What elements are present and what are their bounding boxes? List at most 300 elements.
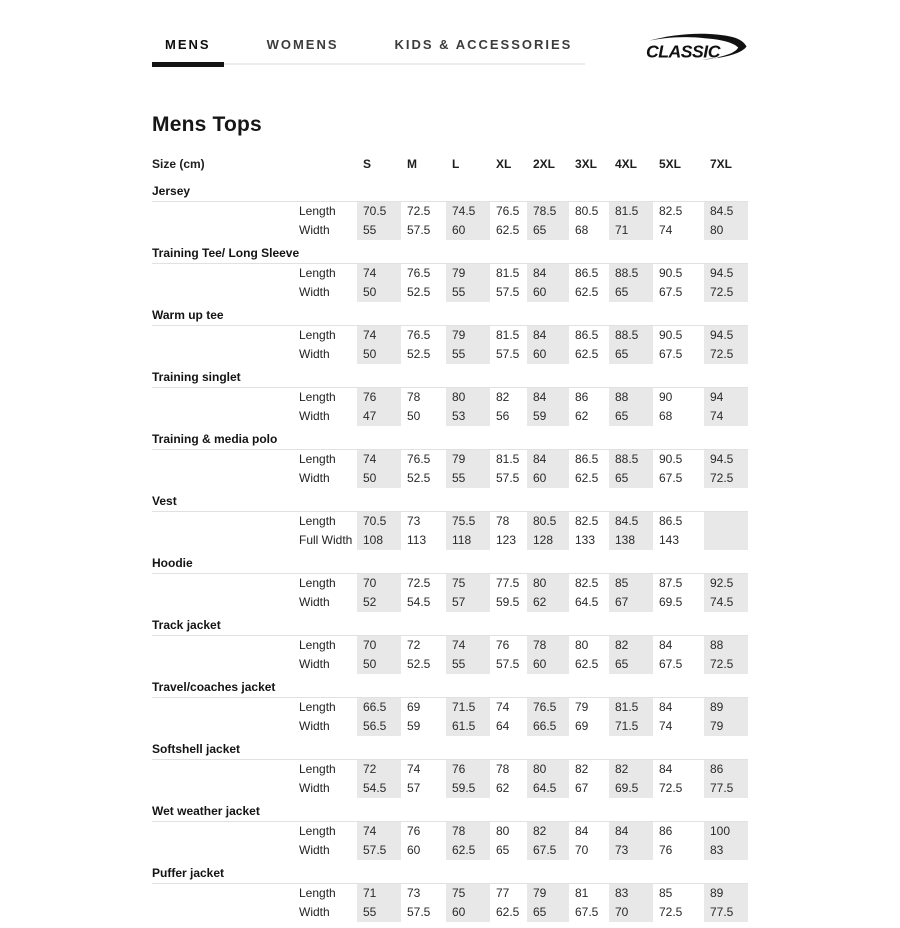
size-value-cell: 57.5 — [496, 347, 520, 361]
tab-mens[interactable]: MENS — [152, 28, 224, 63]
size-value-cell: 94.5 — [704, 264, 748, 283]
product-section — [152, 736, 748, 798]
size-value-cell: 79 — [527, 884, 569, 903]
section-title: Hoodie — [152, 550, 748, 574]
size-value-cell: 56.5 — [357, 717, 401, 736]
size-value-cell: 80 — [446, 388, 490, 407]
size-value-cell: 64 — [496, 719, 510, 733]
section-title: Training singlet — [152, 364, 748, 388]
measure-label: Width — [299, 471, 330, 485]
size-value-cell: 64.5 — [527, 779, 569, 798]
size-value-cell: 65 — [609, 407, 653, 426]
size-value-cell: 90.5 — [659, 266, 683, 280]
size-value-cell: 77.5 — [496, 576, 520, 590]
size-value-cell: 72.5 — [704, 345, 748, 364]
size-value-cell: 72.5 — [659, 781, 683, 795]
size-value-cell: 55 — [446, 345, 490, 364]
product-section — [152, 302, 748, 364]
size-value-cell: 80 — [527, 574, 569, 593]
size-value-cell: 62.5 — [496, 905, 520, 919]
size-value-cell: 57 — [407, 781, 421, 795]
measure-label: Width — [299, 409, 330, 423]
size-value-cell: 79 — [704, 717, 748, 736]
measurement-row — [152, 202, 748, 221]
size-value-cell: 71 — [357, 884, 401, 903]
size-value-cell: 57.5 — [496, 657, 520, 671]
size-value-cell: 74 — [659, 719, 673, 733]
size-value-cell: 50 — [357, 655, 401, 674]
size-value-cell: 90 — [659, 390, 673, 404]
size-value-cell: 80.5 — [575, 204, 599, 218]
measurement-row — [152, 512, 748, 531]
size-chart-table — [152, 153, 748, 922]
section-title: Travel/coaches jacket — [152, 674, 748, 698]
size-col-header-s: S — [363, 157, 372, 171]
size-value-cell: 72 — [407, 638, 421, 652]
size-value-cell: 47 — [357, 407, 401, 426]
measure-label: Width — [299, 595, 330, 609]
size-value-cell: 79 — [446, 450, 490, 469]
size-value-cell: 70 — [357, 636, 401, 655]
size-col-header-2xl: 2XL — [533, 157, 556, 171]
size-value-cell: 77.5 — [704, 779, 748, 798]
classic-logo — [645, 29, 748, 69]
size-value-cell: 50 — [357, 345, 401, 364]
size-value-cell: 88 — [609, 388, 653, 407]
size-value-cell: 76.5 — [496, 204, 520, 218]
measure-label: Length — [299, 266, 336, 280]
size-col-header-5xl: 5XL — [659, 157, 682, 171]
size-value-cell: 85 — [609, 574, 653, 593]
size-value-cell: 62 — [496, 781, 510, 795]
measurement-row — [152, 841, 748, 860]
size-col-header-m: M — [407, 157, 417, 171]
size-value-cell: 94 — [704, 388, 748, 407]
section-title: Warm up tee — [152, 302, 748, 326]
size-value-cell: 52.5 — [407, 471, 431, 485]
measurement-row — [152, 698, 748, 717]
size-value-cell: 80 — [527, 760, 569, 779]
size-value-cell: 74.5 — [704, 593, 748, 612]
size-col-header-4xl: 4XL — [615, 157, 638, 171]
size-value-cell: 74 — [357, 822, 401, 841]
measure-label: Length — [299, 576, 336, 590]
size-value-cell: 62 — [575, 409, 589, 423]
size-value-cell: 82.5 — [659, 204, 683, 218]
size-value-cell: 59.5 — [496, 595, 520, 609]
size-value-cell: 70.5 — [357, 202, 401, 221]
measurement-row — [152, 655, 748, 674]
size-value-cell: 60 — [446, 221, 490, 240]
size-value-cell: 74 — [357, 264, 401, 283]
size-value-cell: 86 — [659, 824, 673, 838]
size-value-cell: 67 — [575, 781, 589, 795]
size-value-cell: 69.5 — [609, 779, 653, 798]
size-value-cell: 75 — [446, 574, 490, 593]
product-section — [152, 798, 748, 860]
size-value-cell: 74.5 — [446, 202, 490, 221]
measurement-row — [152, 531, 748, 550]
measure-label: Length — [299, 452, 336, 466]
size-header-row — [152, 153, 748, 175]
size-value-cell: 74 — [496, 700, 510, 714]
size-value-cell: 84.5 — [704, 202, 748, 221]
size-value-cell: 88.5 — [609, 326, 653, 345]
measure-label: Width — [299, 719, 330, 733]
size-value-cell: 60 — [407, 843, 421, 857]
size-value-cell: 65 — [496, 843, 510, 857]
size-value-cell: 66.5 — [357, 698, 401, 717]
size-value-cell: 71.5 — [609, 717, 653, 736]
measurement-row — [152, 779, 748, 798]
size-value-cell: 73 — [609, 841, 653, 860]
measure-label: Width — [299, 223, 330, 237]
size-value-cell: 54.5 — [407, 595, 431, 609]
size-value-cell: 67.5 — [659, 657, 683, 671]
size-value-cell: 82 — [496, 390, 510, 404]
size-col-header-7xl: 7XL — [710, 157, 733, 171]
size-value-cell: 88 — [704, 636, 748, 655]
size-value-cell: 81.5 — [609, 698, 653, 717]
size-value-cell: 74 — [407, 762, 421, 776]
measure-label: Length — [299, 762, 336, 776]
unit-label: Size (cm) — [152, 157, 205, 171]
product-section — [152, 364, 748, 426]
size-col-header-3xl: 3XL — [575, 157, 598, 171]
measurement-row — [152, 283, 748, 302]
size-value-cell: 76 — [407, 824, 421, 838]
measurement-row — [152, 469, 748, 488]
size-value-cell: 86 — [575, 390, 589, 404]
size-value-cell: 86.5 — [659, 514, 683, 528]
size-value-cell: 84 — [659, 700, 673, 714]
size-value-cell: 75.5 — [446, 512, 490, 531]
size-value-cell: 84 — [527, 264, 569, 283]
product-section — [152, 178, 748, 240]
size-value-cell: 86.5 — [575, 328, 599, 342]
size-value-cell: 81.5 — [496, 266, 520, 280]
measure-label: Length — [299, 824, 336, 838]
product-section — [152, 550, 748, 612]
size-value-cell: 62.5 — [446, 841, 490, 860]
size-value-cell: 55 — [357, 221, 401, 240]
product-section — [152, 612, 748, 674]
measure-label: Length — [299, 204, 336, 218]
size-value-cell: 77 — [496, 886, 510, 900]
measurement-row — [152, 760, 748, 779]
size-value-cell: 68 — [659, 409, 673, 423]
size-value-cell: 71 — [609, 221, 653, 240]
measurement-row — [152, 450, 748, 469]
measure-label: Width — [299, 905, 330, 919]
size-value-cell: 57.5 — [407, 223, 431, 237]
size-value-cell: 57.5 — [407, 905, 431, 919]
size-value-cell: 65 — [609, 655, 653, 674]
size-value-cell: 81.5 — [609, 202, 653, 221]
section-title: Vest — [152, 488, 748, 512]
size-value-cell: 88.5 — [609, 450, 653, 469]
size-value-cell: 85 — [659, 886, 673, 900]
size-value-cell: 84 — [659, 638, 673, 652]
size-value-cell: 61.5 — [446, 717, 490, 736]
product-section — [152, 240, 748, 302]
size-value-cell: 74 — [704, 407, 748, 426]
size-value-cell: 82.5 — [575, 514, 599, 528]
size-value-cell: 74 — [357, 326, 401, 345]
size-value-cell: 76.5 — [407, 266, 431, 280]
size-value-cell: 74 — [446, 636, 490, 655]
size-value-cell: 74 — [357, 450, 401, 469]
size-value-cell: 82.5 — [575, 576, 599, 590]
size-value-cell: 87.5 — [659, 576, 683, 590]
size-value-cell: 86.5 — [575, 452, 599, 466]
size-value-cell: 62.5 — [496, 223, 520, 237]
size-value-cell: 84 — [527, 326, 569, 345]
size-value-cell: 79 — [446, 326, 490, 345]
size-value-cell: 62.5 — [575, 657, 599, 671]
size-value-cell: 80.5 — [527, 512, 569, 531]
size-value-cell: 78.5 — [527, 202, 569, 221]
size-value-cell: 80 — [496, 824, 510, 838]
size-value-cell: 50 — [357, 283, 401, 302]
size-value-cell: 72.5 — [407, 576, 431, 590]
size-value-cell: 64.5 — [575, 595, 599, 609]
category-tabs — [152, 28, 585, 65]
size-value-cell: 90.5 — [659, 328, 683, 342]
size-value-cell: 90.5 — [659, 452, 683, 466]
size-value-cell: 57.5 — [496, 471, 520, 485]
section-title: Softshell jacket — [152, 736, 748, 760]
size-value-cell: 62.5 — [575, 347, 599, 361]
size-value-cell: 62.5 — [575, 285, 599, 299]
size-value-cell: 80 — [575, 638, 589, 652]
size-guide-page — [0, 28, 900, 922]
size-value-cell: 50 — [407, 409, 421, 423]
size-value-cell: 57.5 — [496, 285, 520, 299]
size-value-cell: 123 — [496, 533, 517, 547]
size-value-cell: 86 — [704, 760, 748, 779]
size-value-cell: 67.5 — [659, 347, 683, 361]
size-value-cell: 76 — [659, 843, 673, 857]
size-value-cell: 80 — [704, 221, 748, 240]
size-value-cell: 94.5 — [704, 450, 748, 469]
size-value-cell: 82 — [609, 636, 653, 655]
measure-label: Length — [299, 390, 336, 404]
size-value-cell: 81.5 — [496, 328, 520, 342]
size-value-cell: 75 — [446, 884, 490, 903]
measurement-row — [152, 717, 748, 736]
size-value-cell: 76.5 — [407, 328, 431, 342]
size-value-cell: 79 — [446, 264, 490, 283]
section-title: Jersey — [152, 178, 748, 202]
size-value-cell: 74 — [659, 223, 673, 237]
size-value-cell: 78 — [496, 762, 510, 776]
size-value-cell — [704, 512, 748, 531]
size-value-cell: 94.5 — [704, 326, 748, 345]
size-value-cell: 82 — [527, 822, 569, 841]
measure-label: Width — [299, 285, 330, 299]
size-value-cell: 83 — [609, 884, 653, 903]
size-value-cell: 70 — [609, 903, 653, 922]
top-navigation — [152, 28, 748, 69]
size-value-cell: 72.5 — [704, 283, 748, 302]
size-value-cell: 78 — [407, 390, 421, 404]
size-value-cell: 67.5 — [659, 471, 683, 485]
size-value-cell: 84 — [527, 450, 569, 469]
size-value-cell: 67.5 — [575, 905, 599, 919]
measurement-row — [152, 884, 748, 903]
size-value-cell: 84 — [609, 822, 653, 841]
size-value-cell: 52.5 — [407, 347, 431, 361]
size-col-header-xl: XL — [496, 157, 512, 171]
size-value-cell: 67.5 — [527, 841, 569, 860]
measurement-row — [152, 388, 748, 407]
size-col-header-l: L — [452, 157, 460, 171]
size-value-cell: 72.5 — [407, 204, 431, 218]
section-title: Training & media polo — [152, 426, 748, 450]
size-value-cell: 138 — [609, 531, 653, 550]
size-value-cell: 89 — [704, 884, 748, 903]
measurement-row — [152, 822, 748, 841]
size-value-cell: 56 — [496, 409, 510, 423]
size-value-cell: 83 — [704, 841, 748, 860]
size-value-cell: 62 — [527, 593, 569, 612]
size-value-cell: 78 — [446, 822, 490, 841]
tab-womens[interactable]: WOMENS — [266, 37, 339, 52]
measurement-row — [152, 264, 748, 283]
size-value-cell: 84.5 — [609, 512, 653, 531]
size-value-cell: 68 — [575, 223, 589, 237]
size-value-cell: 55 — [446, 655, 490, 674]
measurement-row — [152, 593, 748, 612]
measurement-row — [152, 636, 748, 655]
size-value-cell: 60 — [527, 469, 569, 488]
size-value-cell: 78 — [496, 514, 510, 528]
size-value-cell: 70 — [357, 574, 401, 593]
size-value-cell: 82 — [575, 762, 589, 776]
size-value-cell: 59 — [407, 719, 421, 733]
size-value-cell: 71.5 — [446, 698, 490, 717]
measurement-row — [152, 345, 748, 364]
size-value-cell: 60 — [527, 655, 569, 674]
logo-wordmark: CLASSIC — [645, 41, 720, 62]
size-value-cell: 100 — [704, 822, 748, 841]
size-value-cell: 66.5 — [527, 717, 569, 736]
size-value-cell: 92.5 — [704, 574, 748, 593]
size-value-cell: 76 — [357, 388, 401, 407]
measure-label: Length — [299, 514, 336, 528]
size-value-cell: 82 — [609, 760, 653, 779]
size-value-cell: 52.5 — [407, 285, 431, 299]
size-value-cell: 57 — [446, 593, 490, 612]
section-title: Training Tee/ Long Sleeve — [152, 240, 748, 264]
size-value-cell: 60 — [527, 345, 569, 364]
size-value-cell: 69 — [407, 700, 421, 714]
size-value-cell: 65 — [609, 283, 653, 302]
size-value-cell: 84 — [659, 762, 673, 776]
size-value-cell: 118 — [446, 531, 490, 550]
measure-label: Width — [299, 843, 330, 857]
size-value-cell: 84 — [527, 388, 569, 407]
section-title: Track jacket — [152, 612, 748, 636]
size-value-cell: 65 — [527, 903, 569, 922]
size-value-cell: 70 — [575, 843, 589, 857]
size-value-cell: 72 — [357, 760, 401, 779]
size-value-cell — [704, 531, 748, 550]
size-value-cell: 62.5 — [575, 471, 599, 485]
size-value-cell: 54.5 — [357, 779, 401, 798]
product-sections — [152, 178, 748, 922]
size-value-cell: 143 — [659, 533, 680, 547]
size-value-cell: 67 — [609, 593, 653, 612]
size-value-cell: 133 — [575, 533, 596, 547]
measure-label: Length — [299, 638, 336, 652]
measure-label: Width — [299, 657, 330, 671]
size-value-cell: 79 — [575, 700, 589, 714]
product-section — [152, 488, 748, 550]
size-value-cell: 55 — [446, 283, 490, 302]
size-value-cell: 52 — [357, 593, 401, 612]
size-value-cell: 57.5 — [357, 841, 401, 860]
size-value-cell: 88.5 — [609, 264, 653, 283]
size-value-cell: 128 — [527, 531, 569, 550]
measure-label: Length — [299, 328, 336, 342]
size-value-cell: 76.5 — [527, 698, 569, 717]
size-value-cell: 59 — [527, 407, 569, 426]
measure-label: Length — [299, 886, 336, 900]
size-value-cell: 65 — [609, 469, 653, 488]
page-title: Mens Tops — [152, 113, 262, 136]
size-value-cell: 72.5 — [704, 469, 748, 488]
product-section — [152, 426, 748, 488]
size-value-cell: 53 — [446, 407, 490, 426]
measurement-row — [152, 221, 748, 240]
size-value-cell: 70.5 — [357, 512, 401, 531]
size-value-cell: 73 — [407, 514, 421, 528]
measurement-row — [152, 903, 748, 922]
size-value-cell: 76 — [446, 760, 490, 779]
size-value-cell: 50 — [357, 469, 401, 488]
size-value-cell: 69 — [575, 719, 589, 733]
product-section — [152, 860, 748, 922]
measurement-row — [152, 407, 748, 426]
size-value-cell: 69.5 — [659, 595, 683, 609]
size-value-cell: 55 — [357, 903, 401, 922]
size-value-cell: 84 — [575, 824, 589, 838]
size-value-cell: 55 — [446, 469, 490, 488]
size-value-cell: 60 — [527, 283, 569, 302]
size-value-cell: 60 — [446, 903, 490, 922]
size-value-cell: 76 — [496, 638, 510, 652]
size-value-cell: 65 — [527, 221, 569, 240]
size-value-cell: 67.5 — [659, 285, 683, 299]
size-value-cell: 76.5 — [407, 452, 431, 466]
tab-kids-accessories[interactable]: KIDS & ACCESSORIES — [394, 37, 573, 52]
size-value-cell: 73 — [407, 886, 421, 900]
section-title: Wet weather jacket — [152, 798, 748, 822]
size-value-cell: 65 — [609, 345, 653, 364]
size-value-cell: 113 — [407, 533, 427, 547]
size-value-cell: 59.5 — [446, 779, 490, 798]
measurement-row — [152, 574, 748, 593]
measurement-row — [152, 326, 748, 345]
size-value-cell: 89 — [704, 698, 748, 717]
size-value-cell: 86.5 — [575, 266, 599, 280]
size-value-cell: 78 — [527, 636, 569, 655]
section-title: Puffer jacket — [152, 860, 748, 884]
measure-label: Width — [299, 781, 330, 795]
size-value-cell: 72.5 — [659, 905, 683, 919]
